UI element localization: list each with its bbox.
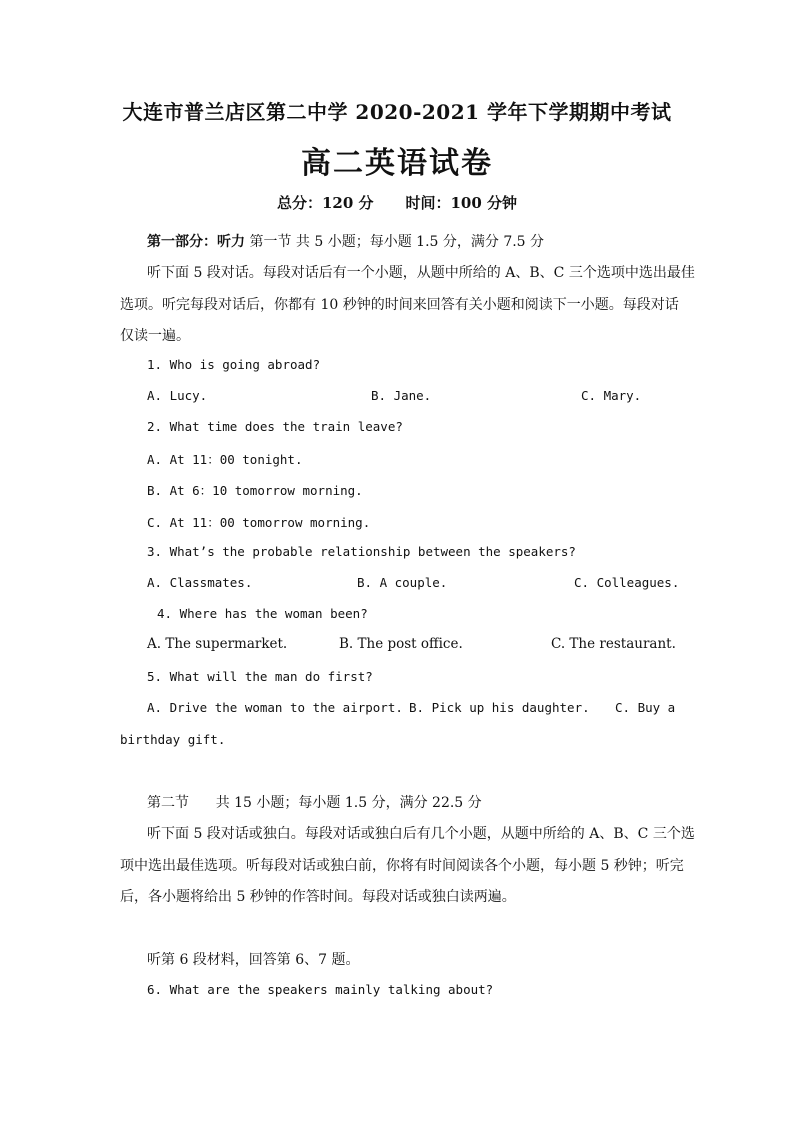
part1-instruction-line: 选项。听完每段对话后，你都有 10 秒钟的时间来回答有关小题和阅读下一小题。每段对话 [120, 297, 679, 313]
part1-heading-rest: 第一节 共 5 小题；每小题 1.5 分，满分 7.5 分 [245, 234, 545, 250]
total-score: 总分：120 分 [276, 194, 374, 212]
exam-title: 高二英语试卷 [301, 146, 493, 181]
answer-option: C. At 11：00 tomorrow morning. [147, 515, 371, 530]
answer-option: C. Colleagues. [574, 575, 680, 590]
answer-option: C. The restaurant. [551, 636, 676, 652]
answer-option: A. The supermarket. [147, 636, 288, 652]
part1-instruction-line: 听下面 5 段对话。每段对话后有一个小题，从题中所给的 A、B、C 三个选项中选出最佳 [147, 265, 695, 281]
answer-option-continuation: birthday gift. [120, 732, 226, 747]
question-stem: 4. Where has the woman been? [157, 606, 368, 621]
question-stem: 3. What’s the probable relationship between the speakers? [147, 544, 576, 559]
part1-heading-bold: 第一部分：听力 [147, 234, 245, 250]
material-note: 听第 6 段材料，回答第 6、7 题。 [147, 952, 360, 968]
school-exam-line: 大连市普兰店区第二中学 2020-2021 学年下学期期中考试 [122, 100, 672, 124]
answer-option: A. Lucy. [147, 388, 208, 403]
answer-option: B. At 6：10 tomorrow morning. [147, 483, 363, 498]
answer-option: B. The post office. [339, 636, 463, 652]
exam-time: 时间：100 分钟 [405, 194, 518, 212]
part2-instruction-line: 项中选出最佳选项。听每段对话或独白前，你将有时间阅读各个小题，每小题 5 秒钟；听完 [120, 858, 684, 874]
question-stem: 5. What will the man do first? [147, 669, 373, 684]
part1-heading [147, 231, 544, 251]
question-stem: 1. Who is going abroad? [147, 357, 321, 372]
answer-option: B. Jane. [371, 388, 432, 403]
answer-option: C. Buy a [615, 700, 676, 715]
answer-option: A. Classmates. [147, 575, 253, 590]
answer-option: B. A couple. [357, 575, 448, 590]
part2-instruction-line: 后，各小题将给出 5 秒钟的作答时间。每段对话或独白读两遍。 [120, 889, 516, 905]
part1-instruction-line: 仅读一遍。 [120, 328, 190, 344]
answer-option: A. At 11：00 tonight. [147, 452, 303, 467]
part2-heading: 第二节 共 15 小题；每小题 1.5 分，满分 22.5 分 [147, 795, 482, 811]
question-stem: 6. What are the speakers mainly talking about? [147, 982, 494, 997]
score-time-line [0, 192, 794, 213]
answer-option: C. Mary. [581, 388, 642, 403]
question-stem: 2. What time does the train leave? [147, 419, 403, 434]
answer-option: B. Pick up his daughter. [409, 700, 590, 715]
part2-instruction-line: 听下面 5 段对话或独白。每段对话或独白后有几个小题，从题中所给的 A、B、C 三个选 [147, 826, 695, 842]
answer-option: A. Drive the woman to the airport. [147, 700, 403, 715]
